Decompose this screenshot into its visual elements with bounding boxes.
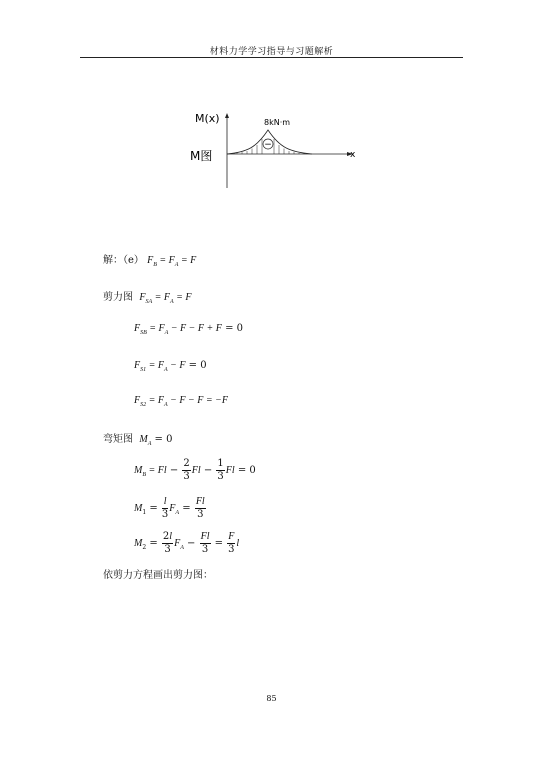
y-axis-arrow [225,113,229,118]
shear-label: 剪力图 [103,292,133,303]
peak-label: 8kN·m [264,118,291,127]
moment-line: 弯矩图 $M_A = 0$ [103,434,173,447]
reaction-equation: $F_B = F_A = F$ [147,255,197,268]
y-axis-label: M(x) [195,112,220,125]
header-rule [80,57,463,58]
moment-eq-1: $M_1$ = $\frac{l}{3}$ $F_A$ = $\frac{Fl}{3}$ [134,496,205,520]
shear-eq-sb: $F_{SB} = F_A - F - F + F = 0$ [134,323,243,336]
page-number: 85 [266,694,277,703]
moment-diagram [180,108,380,193]
shear-eq-sa: $F_{SA} = F_A = F$ [139,292,192,305]
moment-diagram-svg [180,108,380,193]
moment-eq-2: $M_2$ = $\frac{2l}{3}$ $F_A$ − $\frac{Fl}{3}$ = $\frac{F}{3}$ l [134,531,240,555]
sign-symbol: − [264,140,272,150]
solution-intro: 解：（e） [103,255,144,266]
shear-eq-s2: $F_{S2} = F_A - F - F = -F$ [134,395,228,408]
moment-eq-a: $M_A$ [139,434,152,447]
solution-intro-line [103,251,196,268]
moment-eq-b: $M_B = Fl$ − $\frac{2}{3}$ Fl − $\frac{1}{3}$ Fl = 0 [134,458,256,482]
diagram-caption: M图 [190,149,213,163]
shear-line [103,288,192,305]
closing-text: 依剪力方程画出剪力图： [103,570,213,581]
shear-eq-s1: $F_{S1} = F_A - F = 0$ [134,360,207,373]
x-axis-label: x [350,150,356,160]
moment-label: 弯矩图 [103,434,133,445]
page-header: 材料力学学习指导与习题解析 [209,47,334,57]
